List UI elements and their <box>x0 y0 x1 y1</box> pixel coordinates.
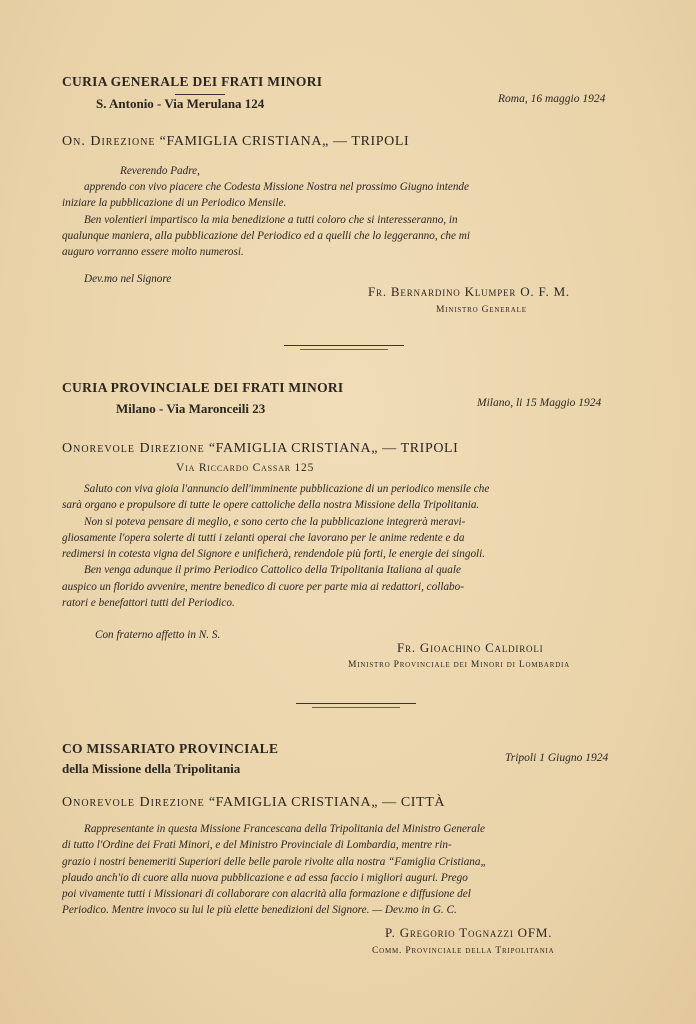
letter1-body-line: apprendo con vivo piacere che Codesta Missione Nostra nel prossimo Giugno intende <box>84 181 469 193</box>
letter3-body-line: di tutto l'Ordine dei Frati Minori, e del Ministro Provinciale di Lombardia, mentre rin- <box>62 839 452 852</box>
letter2-body-line: redimersi in cotesta vigna del Signore e unificherà, rendendole più forti, le energie dei singoli. <box>62 548 486 561</box>
letter1-sig-title: Ministro Generale <box>436 305 527 315</box>
letter3-org: CO MISSARIATO PROVINCIALE <box>62 741 279 756</box>
letter2-body <box>62 481 642 611</box>
letter3-body-line: plaudo anch'io di cuore alla nuova pubblicazione e ad essa faccio i migliori auguri. Prego <box>62 871 468 884</box>
section-divider <box>296 703 416 704</box>
letter2-body-line: Ben venga adunque il primo Periodico Cattolico della Tripolitania Italiana al quale <box>84 564 461 577</box>
letter1-body <box>62 179 637 260</box>
letter2-body-line: Non si poteva pensare di meglio, e sono certo che la pubblicazione integrerà meravi- <box>84 515 466 528</box>
letter1-header-rule <box>175 94 225 95</box>
section-divider <box>312 707 400 708</box>
letter3-body-line: grazio i nostri benemeriti Superiori delle belle parole rivolte alla nostra “Famiglia Cristiana„ <box>62 855 487 868</box>
letter3-body <box>62 821 642 919</box>
letter3-body-line: Periodico. Mentre invoco su lui le più elette benedizioni del Signore. — Dev.mo in G. C. <box>62 904 457 917</box>
letter3-addressee-main: “FAMIGLIA CRISTIANA„ — CITTÀ <box>208 795 446 810</box>
letter2-body-line: auspico un florido avvenire, mentre benedico di cuore per parte mia ai redattori, collabo- <box>62 580 464 593</box>
letter3-addressee-prefix: Onorevole Direzione <box>62 795 205 810</box>
letter2-addressee <box>62 441 458 457</box>
letter1-addressee <box>62 134 409 150</box>
section-divider <box>300 349 388 350</box>
letter1-org: CURIA GENERALE DEI FRATI MINORI <box>62 74 323 89</box>
letter1-body-line: auguro vorranno essere molto numerosi. <box>62 246 244 259</box>
letter3-body-line: poi vivamente tutti i Missionari di collaborare con alacrità alla formazione e diffusione del <box>62 888 471 901</box>
letter3-sig-title: Comm. Provinciale della Tripolitania <box>372 946 555 956</box>
letter3-org-line2: della Missione della Tripolitania <box>62 761 241 776</box>
letter1-addressee-main: “FAMIGLIA CRISTIANA„ — TRIPOLI <box>159 134 410 149</box>
letter1-salutation: Reverendo Padre, <box>120 165 200 177</box>
letter3-addressee <box>62 795 445 811</box>
letter1-closing: Dev.mo nel Signore <box>84 273 172 285</box>
letter3-body-line: Rappresentante in questa Missione Francescana della Tripolitania del Ministro Generale <box>84 823 485 835</box>
letter1-date: Roma, 16 maggio 1924 <box>498 93 606 105</box>
letter2-org: CURIA PROVINCIALE DEI FRATI MINORI <box>62 380 344 395</box>
letter3-date: Tripoli 1 Giugno 1924 <box>505 752 609 764</box>
letter2-addressee-prefix: Onorevole Direzione <box>62 441 205 456</box>
letter1-address: S. Antonio - Via Merulana 124 <box>96 96 265 111</box>
letter3-signature: P. Gregorio Tognazzi OFM. <box>385 925 553 940</box>
letter1-signature: Fr. Bernardino Klumper O. F. M. <box>368 284 570 299</box>
letter2-signature: Fr. Gioachino Caldiroli <box>397 640 544 655</box>
letter1-body-line: Ben volentieri impartisco la mia benedizione a tutti coloro che si interesseranno, in <box>84 213 458 226</box>
letter2-body-line: gliosamente l'opera solerte di tutti i zelanti operai che lavorano per le anime redente e da <box>62 531 465 544</box>
letter2-addressee-main: “FAMIGLIA CRISTIANA„ — TRIPOLI <box>208 441 459 456</box>
letter2-body-line: sarà organo e propulsore di tutte le opere cattoliche della nostra Missione della Tripolitania. <box>62 499 480 512</box>
letter2-body-line: Saluto con viva gioia l'annuncio dell'imminente pubblicazione di un periodico mensile che <box>84 483 490 495</box>
letter1-addressee-prefix: On. Direzione <box>62 134 156 149</box>
letter1-body-line: qualunque maniera, alla pubblicazione del Periodico ed a quelli che lo leggeranno, che mi <box>62 229 470 242</box>
letter2-sig-title: Ministro Provinciale dei Minori di Lombardia <box>348 660 571 670</box>
letter2-closing: Con fraterno affetto in N. S. <box>95 629 221 641</box>
letter2-date: Milano, li 15 Maggio 1924 <box>477 397 602 409</box>
letter2-body-line: ratori e benefattori tutti del Periodico. <box>62 597 235 610</box>
letter2-sub-address: Via Riccardo Cassar 125 <box>176 462 315 474</box>
letter2-address: Milano - Via Maronceili 23 <box>116 401 266 416</box>
section-divider <box>284 345 404 346</box>
letter1-body-line: iniziare la pubblicazione di un Periodico Mensile. <box>62 197 287 210</box>
